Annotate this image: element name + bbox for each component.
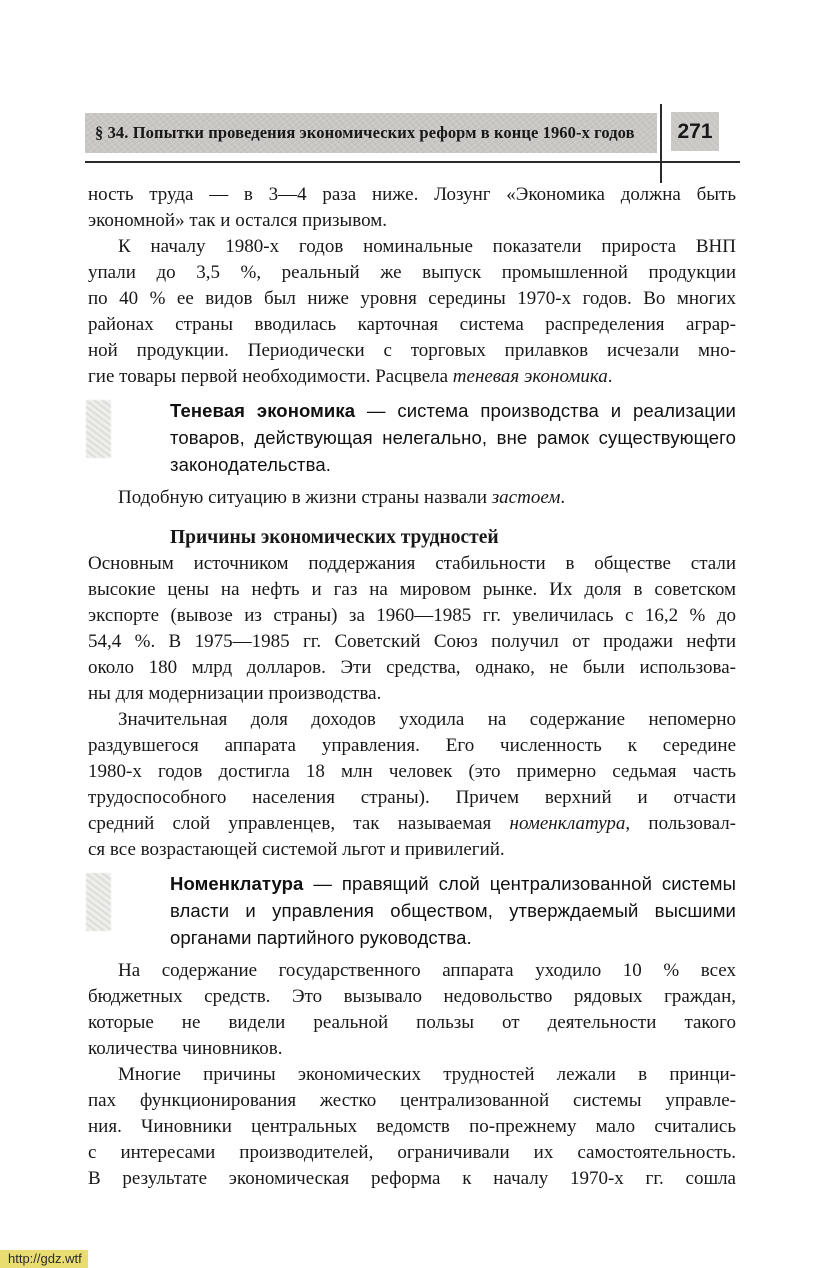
text-line: К началу 1980-х годов номинальные показатели прироста ВНП (118, 236, 736, 257)
paragraph (88, 485, 736, 511)
text-line: ся все возрастающей системой льгот и привилегий. (88, 839, 505, 860)
text-line: экспорте (вывозе из страны) за 1960—1985 гг. увеличилась с 16,2 % до (88, 605, 736, 626)
text-line: раздувшегося аппарата управления. Его численность к середине (88, 735, 736, 756)
paragraph (88, 551, 736, 707)
text-line: районах страны вводилась карточная система распределения аграр- (88, 314, 736, 335)
text-line: ния. Чиновники центральных ведомств по-прежнему мало считались (88, 1116, 736, 1137)
article-body (88, 182, 736, 1192)
text-line: органами партийного руководства. (170, 927, 472, 948)
page-number-box (671, 112, 719, 151)
text-line: ность труда — в 3—4 раза ниже. Лозунг «Экономика должна быть (88, 184, 736, 205)
text-line: ной продукции. Периодически с торговых прилавков исчезали мно- (88, 340, 736, 361)
header-vertical-rule (660, 104, 662, 183)
text-line: В результате экономическая реформа к началу 1970-х гг. сошла (88, 1168, 736, 1189)
text-line: упали до 3,5 %, реальный же выпуск промышленной продукции (88, 262, 736, 283)
text-line: с интересами производителей, ограничивали их самостоятельность. (88, 1142, 736, 1163)
subsection-heading: Причины экономических трудностей (170, 527, 499, 548)
paragraph (88, 958, 736, 1062)
text-line: средний слой управленцев, так называемая номенклатура, пользовал- (88, 813, 736, 834)
text-line: гие товары первой необходимости. Расцвела теневая экономика. (88, 366, 613, 387)
text-line: Основным источником поддержания стабильности в обществе стали (88, 553, 736, 574)
text-line: На содержание государственного аппарата уходило 10 % всех (118, 960, 736, 981)
section-title: § 34. Попытки проведения экономических реформ в конце 1960-х годов (95, 122, 635, 142)
text-line: Подобную ситуацию в жизни страны назвали застоем. (118, 487, 566, 508)
definition-marker-icon (86, 400, 111, 458)
text-line: 54,4 %. В 1975—1985 гг. Советский Союз получил от продажи нефти (88, 631, 736, 652)
running-header-band (85, 113, 657, 153)
text-line: которые не видели реальной пользы от деятельности такого (88, 1012, 736, 1033)
text-line: товаров, действующая нелегально, вне рамок существующего (170, 427, 736, 448)
text-line: Значительная доля доходов уходила на содержание непомерно (118, 709, 736, 730)
text-line: законодательства. (170, 454, 331, 475)
text-line: власти и управления обществом, утверждаемый высшими (170, 900, 736, 921)
paragraph (88, 234, 736, 390)
text-line: экономной» так и остался призывом. (88, 210, 388, 231)
text-line: Многие причины экономических трудностей лежали в принци- (118, 1064, 736, 1085)
text-line: высокие цены на нефть и газ на мировом рынке. Их доля в советском (88, 579, 736, 600)
text-line: Номенклатура — правящий слой централизованной системы (170, 873, 736, 894)
text-line: количества чиновников. (88, 1038, 283, 1059)
header-horizontal-rule (85, 161, 740, 163)
page-number: 271 (677, 119, 713, 143)
paragraph (88, 1062, 736, 1192)
text-line: 1980-х годов достигла 18 млн человек (это примерно седьмая часть (88, 761, 736, 782)
paragraph (88, 182, 736, 234)
text-line: пах функционирования жестко централизованной системы управле- (88, 1090, 736, 1111)
text-line: по 40 % ее видов был ниже уровня середины 1970-х годов. Во многих (88, 288, 736, 309)
paragraph (88, 707, 736, 863)
text-line: ны для модернизации производства. (88, 683, 382, 704)
definition-box (170, 397, 736, 478)
watermark-url: http://gdz.wtf (0, 1250, 88, 1268)
text-line: около 180 млрд долларов. Эти средства, однако, не были использова- (88, 657, 736, 678)
text-line: трудоспособного населения страны). Причем верхний и отчасти (88, 787, 736, 808)
text-line: Теневая экономика — система производства и реализации (170, 400, 736, 421)
definition-box (170, 870, 736, 951)
definition-marker-icon (86, 873, 111, 931)
text-line: бюджетных средств. Это вызывало недовольство рядовых граждан, (88, 986, 736, 1007)
